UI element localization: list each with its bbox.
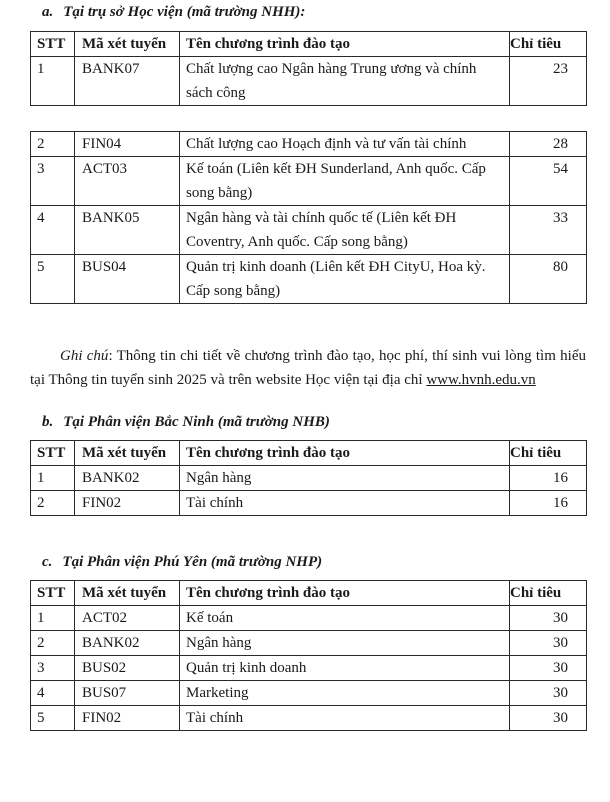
header-stt: STT (31, 441, 75, 466)
section-letter: b. (42, 414, 54, 430)
row-stt: 4 (31, 206, 75, 255)
table-nhh (30, 31, 587, 106)
table-row (31, 491, 587, 516)
row-quota: 16 (510, 466, 587, 491)
row-name: Ngân hàng (180, 631, 510, 656)
row-stt: 2 (31, 491, 75, 516)
table-nhp (30, 580, 587, 731)
row-quota: 80 (510, 255, 587, 304)
row-quota: 30 (510, 656, 587, 681)
row-name: Kế toán (Liên kết ĐH Sunderland, Anh quốc. Cấp song bằng) (180, 157, 510, 206)
row-stt: 5 (31, 706, 75, 731)
row-stt: 1 (31, 606, 75, 631)
row-code: BANK02 (75, 466, 180, 491)
table-row (31, 157, 587, 206)
row-quota: 54 (510, 157, 587, 206)
table-row (31, 681, 587, 706)
header-stt: STT (31, 581, 75, 606)
table-nhh-continued (30, 131, 587, 304)
header-code: Mã xét tuyển (75, 32, 180, 57)
header-code: Mã xét tuyển (75, 441, 180, 466)
row-name: Chất lượng cao Hoạch định và tư vấn tài chính (180, 132, 510, 157)
table-row (31, 706, 587, 731)
row-quota: 16 (510, 491, 587, 516)
row-code: ACT03 (75, 157, 180, 206)
table-row (31, 132, 587, 157)
row-name: Marketing (180, 681, 510, 706)
table-row (31, 606, 587, 631)
row-name: Quản trị kinh doanh (180, 656, 510, 681)
website-link[interactable]: www.hvnh.edu.vn (426, 372, 536, 388)
header-name: Tên chương trình đào tạo (180, 581, 510, 606)
row-name: Quản trị kinh doanh (Liên kết ĐH CityU, Hoa kỳ. Cấp song bằng) (180, 255, 510, 304)
row-quota: 23 (510, 57, 587, 106)
row-stt: 3 (31, 157, 75, 206)
row-quota: 33 (510, 206, 587, 255)
section-title: Tại Phân viện Phú Yên (mã trường NHP) (62, 554, 323, 570)
section-title: Tại Phân viện Bắc Ninh (mã trường NHB) (63, 414, 330, 430)
row-stt: 3 (31, 656, 75, 681)
row-code: FIN02 (75, 491, 180, 516)
row-code: BANK07 (75, 57, 180, 106)
table-row (31, 206, 587, 255)
table-row (31, 656, 587, 681)
note-text: : Thông tin chi tiết về chương trình đào tạo, học phí, thí sinh vui lòng tìm hiểu tại Thông tin tuyển sinh 2025 và trên website Học viện tại địa chỉ (30, 348, 586, 388)
row-stt: 1 (31, 57, 75, 106)
row-quota: 30 (510, 681, 587, 706)
header-quota: Chỉ tiêu (510, 441, 587, 466)
row-quota: 30 (510, 606, 587, 631)
row-stt: 1 (31, 466, 75, 491)
row-code: FIN04 (75, 132, 180, 157)
section-letter: c. (42, 554, 53, 570)
section-b-heading (42, 414, 330, 431)
row-quota: 30 (510, 631, 587, 656)
header-stt: STT (31, 32, 75, 57)
row-code: BUS02 (75, 656, 180, 681)
section-c-heading (42, 554, 322, 571)
row-quota: 28 (510, 132, 587, 157)
row-name: Tài chính (180, 491, 510, 516)
row-code: BUS07 (75, 681, 180, 706)
row-code: ACT02 (75, 606, 180, 631)
section-letter: a. (42, 4, 54, 20)
note-paragraph (30, 344, 586, 392)
row-name: Chất lượng cao Ngân hàng Trung ương và chính sách công (180, 57, 510, 106)
header-quota: Chỉ tiêu (510, 32, 587, 57)
row-name: Ngân hàng và tài chính quốc tế (Liên kết ĐH Coventry, Anh quốc. Cấp song bằng) (180, 206, 510, 255)
header-name: Tên chương trình đào tạo (180, 441, 510, 466)
row-name: Kế toán (180, 606, 510, 631)
row-code: BANK05 (75, 206, 180, 255)
row-name: Ngân hàng (180, 466, 510, 491)
row-code: BUS04 (75, 255, 180, 304)
table-header-row (31, 32, 587, 57)
row-name: Tài chính (180, 706, 510, 731)
row-stt: 2 (31, 631, 75, 656)
section-title: Tại trụ sở Học viện (mã trường NHH): (63, 4, 306, 20)
note-label: Ghi chú (60, 348, 109, 364)
table-row (31, 466, 587, 491)
table-row (31, 255, 587, 304)
row-stt: 5 (31, 255, 75, 304)
row-quota: 30 (510, 706, 587, 731)
row-stt: 4 (31, 681, 75, 706)
row-stt: 2 (31, 132, 75, 157)
header-code: Mã xét tuyển (75, 581, 180, 606)
row-code: BANK02 (75, 631, 180, 656)
table-row (31, 631, 587, 656)
table-header-row (31, 441, 587, 466)
section-a-heading (42, 4, 305, 21)
header-name: Tên chương trình đào tạo (180, 32, 510, 57)
header-quota: Chỉ tiêu (510, 581, 587, 606)
table-row (31, 57, 587, 106)
table-header-row (31, 581, 587, 606)
row-code: FIN02 (75, 706, 180, 731)
table-nhb (30, 440, 587, 516)
